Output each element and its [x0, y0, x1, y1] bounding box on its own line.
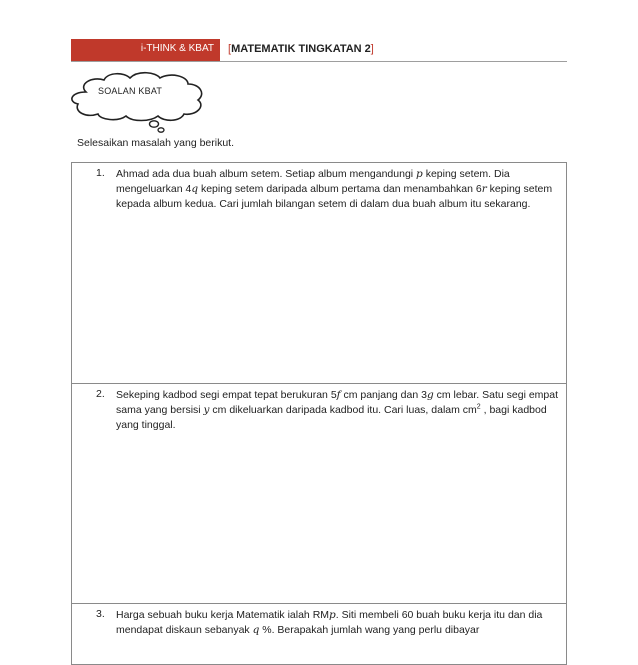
- question-cell: [71, 383, 567, 604]
- cloud-icon: [64, 70, 212, 134]
- header-rule: [71, 61, 567, 62]
- question-table: [71, 162, 567, 642]
- question-text: Ahmad ada dua buah album setem. Setiap album mengandungi p keping setem. Dia mengeluarkan 4q keping setem daripada album pertama dan menambahkan 6r keping setem kepada album kedua. Cari jumlah bilangan setem di dalam dua buah album itu sekarang.: [116, 168, 553, 210]
- question-text: Sekeping kadbod segi empat tepat berukuran 5f cm panjang dan 3g cm lebar. Satu segi empat sama yang bersisi y cm dikeluarkan daripada kadbod itu. Cari luas, dalam $cm^2$ , bagi kadbod yang tinggal.: [116, 389, 559, 431]
- title-text: MATEMATIK TINGKATAN 2: [231, 43, 371, 55]
- thought-cloud: [64, 70, 212, 134]
- instruction-text: Selesaikan masalah yang berikut.: [77, 137, 235, 149]
- callout-label: SOALAN KBAT: [98, 86, 163, 96]
- question-cell: [71, 603, 567, 665]
- title-open-bracket: [: [228, 43, 232, 55]
- title-close-bracket: ]: [370, 43, 374, 55]
- question-number: 2.: [96, 388, 105, 400]
- question-number: 1.: [96, 167, 105, 179]
- question-cell: [71, 162, 567, 384]
- question-text: Harga sebuah buku kerja Matematik ialah RMp. Siti membeli 60 buah buku kerja itu dan dia mendapat diskaun sebanyak q %. Berapakah jumlah wang yang perlu dibayar: [116, 609, 543, 636]
- header-bar-label: i-THINK & KBAT: [140, 43, 214, 54]
- page-title: [228, 43, 374, 55]
- header-bar: [71, 39, 220, 61]
- question-number: 3.: [96, 608, 105, 620]
